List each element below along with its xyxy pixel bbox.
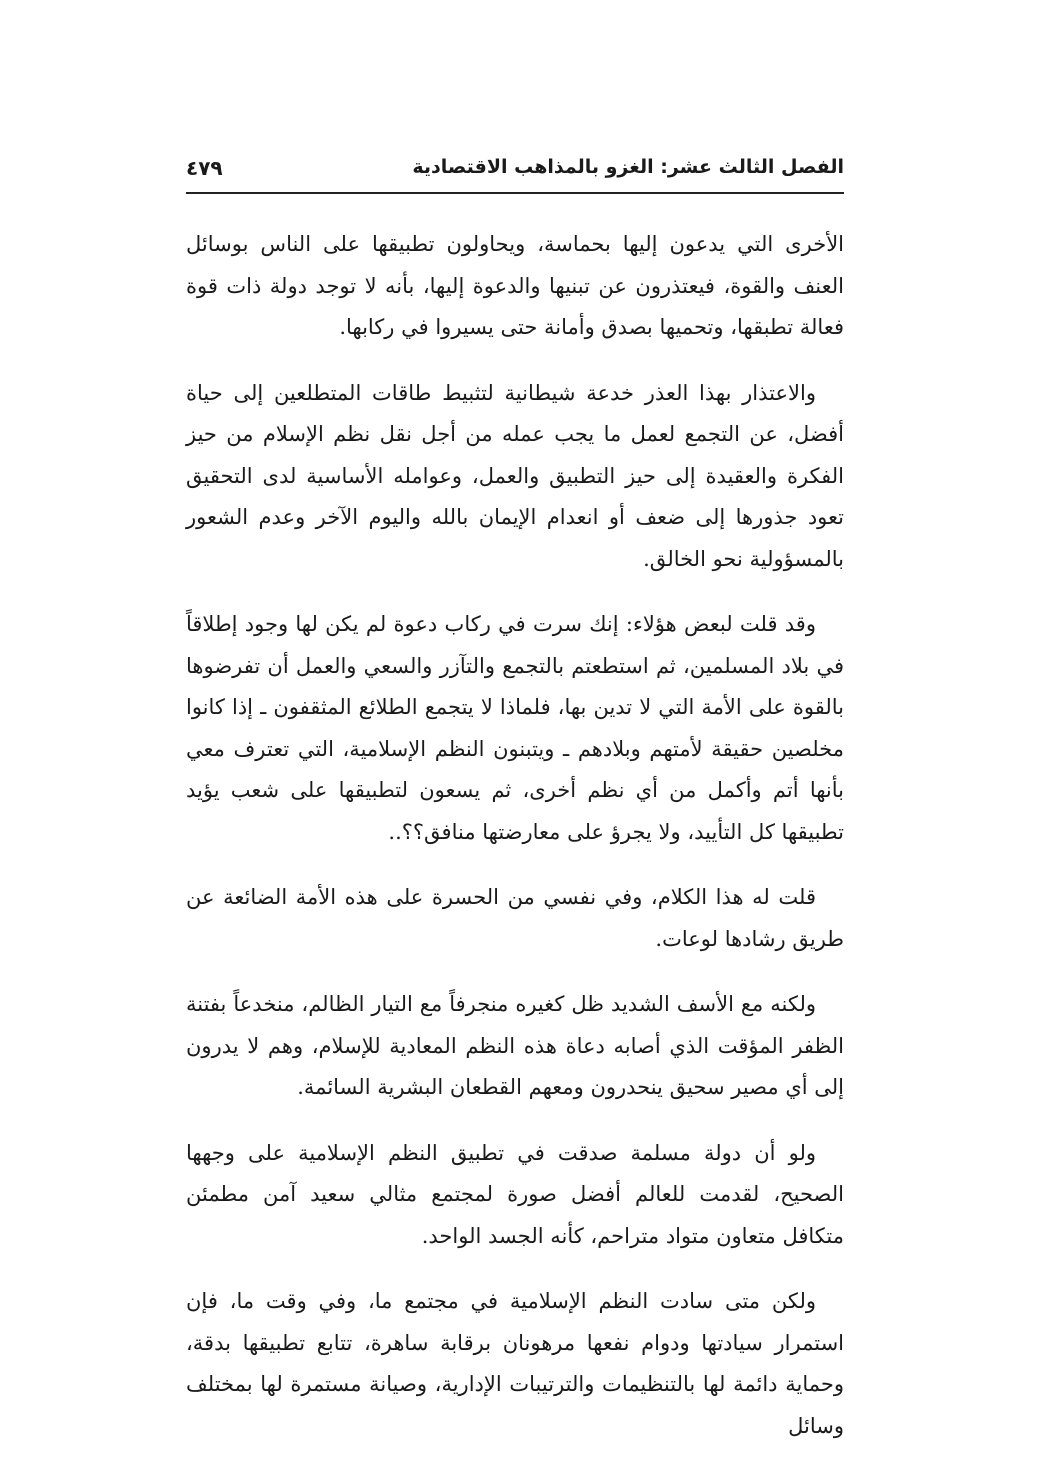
body-text xyxy=(186,224,844,1471)
paragraph-6: ولو أن دولة مسلمة صدقت في تطبيق النظم الإسلامية على وجهها الصحيح، لقدمت للعالم أفضل صورة لمجتمع مثالي سعيد آمن مطمئن متكافل متعاون متواد متراحم، كأنه الجسد الواحد. xyxy=(186,1140,844,1248)
paragraph-3: وقد قلت لبعض هؤلاء: إنك سرت في ركاب دعوة لم يكن لها وجود إطلاقاً في بلاد المسلمين، ثم استطعتم بالتجمع والتآزر والسعي والعمل أن تفرضوها بالقوة على الأمة التي لا تدين بها، فلماذا لا يتجمع الطلائع المثقفون ـ إذا كانوا مخلصين حقيقة لأمتهم وبلادهم ـ ويتبنون النظم الإسلامية، التي تعترف معي بأنها أتم وأكمل من أي نظم أخرى، ثم يسعون لتطبيقها على شعب يؤيد تطبيقها كل التأييد، ولا يجرؤ على معارضتها منافق؟؟.. xyxy=(186,612,844,844)
paragraph-2: والاعتذار بهذا العذر خدعة شيطانية لتثبيط طاقات المتطلعين إلى حياة أفضل، عن التجمع لعمل ما يجب عمله من أجل نقل نظم الإسلام من حيز الفكرة والعقيدة إلى حيز التطبيق والعمل، وعوامله الأساسية لدى التحقيق تعود جذورها إلى ضعف أو انعدام الإيمان بالله واليوم الآخر وعدم الشعور بالمسؤولية نحو الخالق. xyxy=(186,380,844,571)
paragraph-5: ولكنه مع الأسف الشديد ظل كغيره منجرفاً مع التيار الظالم، منخدعاً بفتنة الظفر المؤقت الذي أصابه دعاة هذه النظم المعادية للإسلام، وهم لا يدرون إلى أي مصير سحيق ينحدرون ومعهم القطعان البشرية السائمة. xyxy=(186,992,844,1099)
paragraph-1: الأخرى التي يدعون إليها بحماسة، ويحاولون تطبيقها على الناس بوسائل العنف والقوة، فيعتذرون عن تبنيها والدعوة إليها، بأنه لا توجد دولة ذات قوة فعالة تطبقها، وتحميها بصدق وأمانة حتى يسيروا في ركابها. xyxy=(186,232,844,339)
chapter-title: الفصل الثالث عشر: الغزو بالمذاهب الاقتصادية xyxy=(412,156,844,178)
running-header xyxy=(186,150,844,194)
page-number: ٤٧٩ xyxy=(186,156,223,180)
paragraph-4: قلت له هذا الكلام، وفي نفسي من الحسرة على هذه الأمة الضائعة عن طريق رشادها لوعات. xyxy=(186,885,844,951)
paragraph-7: ولكن متى سادت النظم الإسلامية في مجتمع ما، وفي وقت ما، فإن استمرار سيادتها ودوام نفعها مرهونان برقابة ساهرة، تتابع تطبيقها بدقة، وحماية دائمة لها بالتنظيمات والترتيبات الإدارية، وصيانة مستمرة لها بمختلف وسائل xyxy=(186,1289,844,1438)
